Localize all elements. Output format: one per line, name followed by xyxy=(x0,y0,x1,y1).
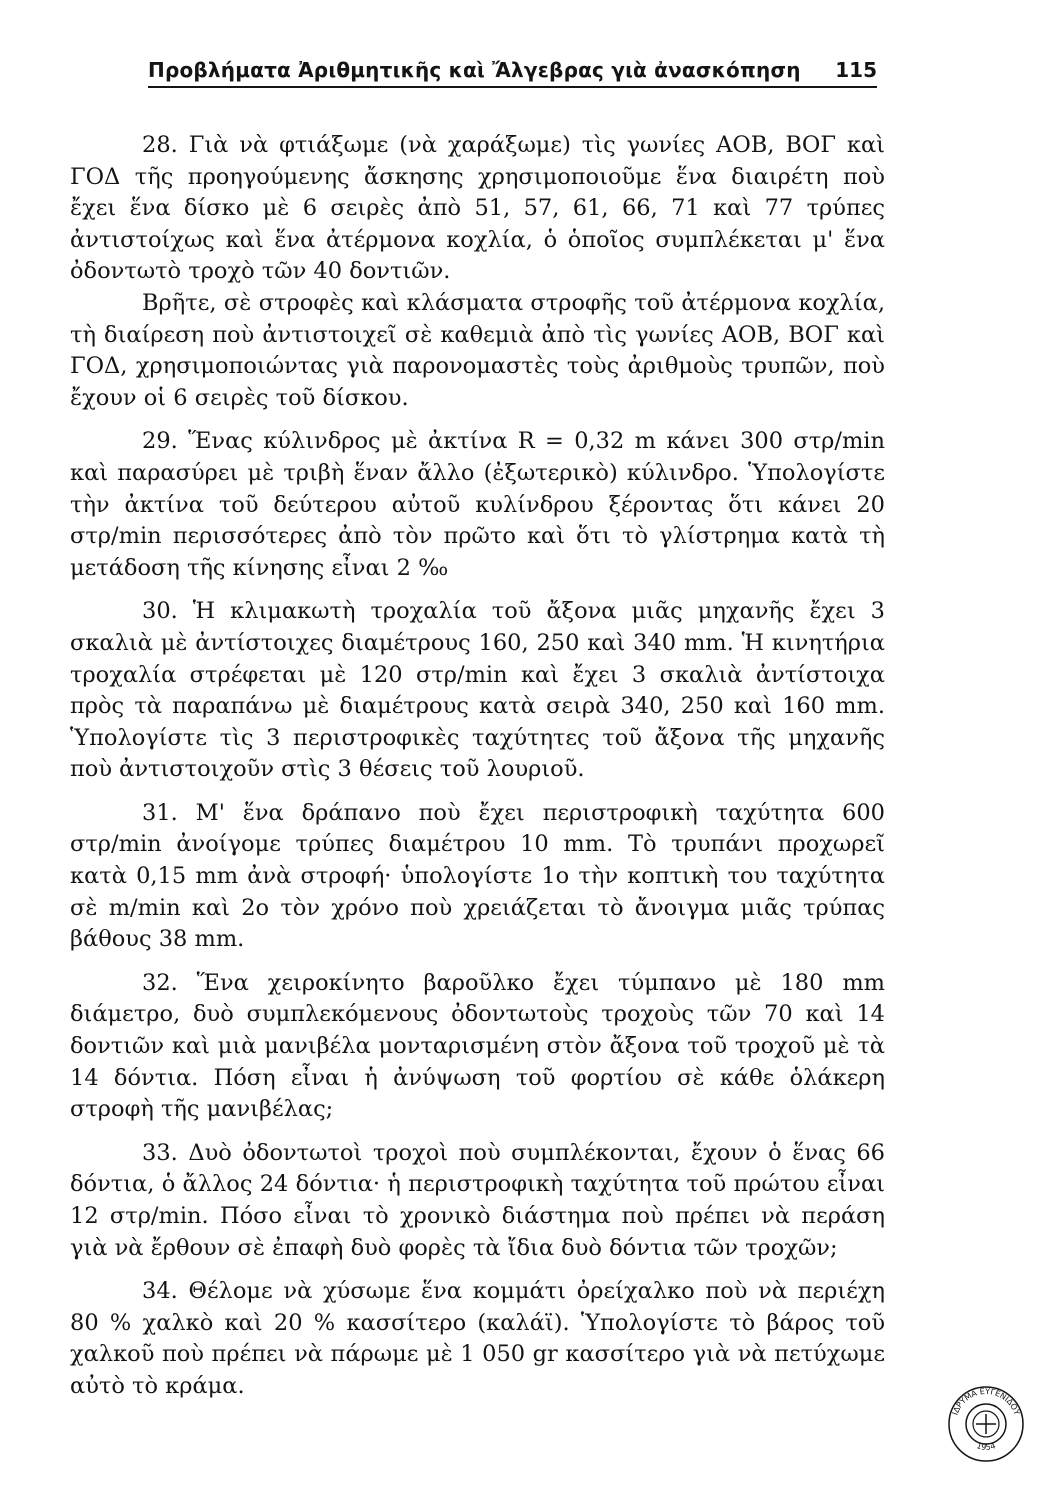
problem-33: 33. Δυὸ ὀδοντωτοὶ τροχοὶ ποὺ συμπλέκονται, ἔχουν ὁ ἕνας 66 δόντια, ὁ ἄλλος 24 δόντια· ἡ περιστροφικὴ ταχύτητα τοῦ πρώτου εἶναι 12 στρ/min. Πόσο εἶναι τὸ χρονικὸ διάστημα ποὺ πρέπει νὰ περάση γιὰ νὰ ἔρθουν σὲ ἐπαφὴ δυὸ φορὲς τὰ ἴδια δυὸ δόντια τῶν τροχῶν; xyxy=(70,1139,885,1261)
problem-28-p1: 28. Γιὰ νὰ φτιάξωμε (νὰ χαράξωμε) τὶς γωνίες ΑΟΒ, ΒΟΓ καὶ ΓΟΔ τῆς προηγούμενης ἄσκησης χρησιμοποιοῦμε ἕνα διαιρέτη ποὺ ἔχει ἕνα δίσκο μὲ 6 σειρὲς ἀπὸ 51, 57, 61, 66, 71 καὶ 77 τρύπες ἀντιστοίχως καὶ ἕνα ἀτέρμονα κοχλία, ὁ ὁποῖος συμπλέκεται μ' ἕνα ὀδοντωτὸ τροχὸ τῶν 40 δοντιῶν. xyxy=(70,132,885,285)
problem-34: 34. Θέλομε νὰ χύσωμε ἕνα κομμάτι ὀρείχαλκο ποὺ νὰ περιέχη 80 % χαλκὸ καὶ 20 % κασσίτερο (καλάϊ). Ὑπολογίστε τὸ βάρος τοῦ χαλκοῦ ποὺ πρέπει νὰ πάρωμε μὲ 1 050 gr κασσίτερο γιὰ νὰ πετύχωμε αὐτὸ τὸ κράμα. xyxy=(70,1278,885,1399)
foundation-seal-icon xyxy=(946,1384,1026,1464)
page-body xyxy=(70,130,885,1403)
header-title: Προβλήματα Ἀριθμητικῆς καὶ Ἄλγεβρας γιὰ ἀνασκόπηση xyxy=(148,58,801,82)
problem-29: 29. Ἕνας κύλινδρος μὲ ἀκτίνα R = 0,32 m κάνει 300 στρ/min καὶ παρασύρει μὲ τριβὴ ἕναν ἄλλο (ἐξωτερικὸ) κύλινδρο. Ὑπολογίστε τὴν ἀκτίνα τοῦ δεύτερου αὐτοῦ κυλίνδρου ξέροντας ὅτι κάνει 20 στρ/min περισσότερες ἀπὸ τὸν πρῶτο καὶ ὅτι τὸ γλίστρημα κατὰ τὴ μετάδοση τῆς κίνησης εἶναι 2 ‰ xyxy=(70,428,885,581)
page-number: 115 xyxy=(835,58,877,82)
problem-30: 30. Ἡ κλιμακωτὴ τροχαλία τοῦ ἄξονα μιᾶς μηχανῆς ἔχει 3 σκαλιὰ μὲ ἀντίστοιχες διαμέτρους 160, 250 καὶ 340 mm. Ἡ κινητήρια τροχαλία στρέφεται μὲ 120 στρ/min καὶ ἔχει 3 σκαλιὰ ἀντίστοιχα πρὸς τὰ παραπάνω μὲ διαμέτρους κατὰ σειρὰ 340, 250 καὶ 160 mm. Ὑπολογίστε τὶς 3 περιστροφικὲς ταχύτητες τοῦ ἄξονα τῆς μηχανῆς ποὺ ἀντιστοιχοῦν στὶς 3 θέσεις τοῦ λουριοῦ. xyxy=(70,598,885,783)
seal-year: 1954 xyxy=(975,1441,997,1452)
problem-31: 31. Μ' ἕνα δράπανο ποὺ ἔχει περιστροφικὴ ταχύτητα 600 στρ/min ἀνοίγομε τρύπες διαμέτρου 10 mm. Τὸ τρυπάνι προχωρεῖ κατὰ 0,15 mm ἀνὰ στροφή· ὑπολογίστε 1ο τὴν κοπτικὴ του ταχύτητα σὲ m/min καὶ 2ο τὸν χρόνο ποὺ χρειάζεται τὸ ἄνοιγμα μιᾶς τρύπας βάθους 38 mm. xyxy=(70,799,885,953)
running-header xyxy=(148,58,877,88)
problem-28-p2: Βρῆτε, σὲ στροφὲς καὶ κλάσματα στροφῆς τοῦ ἀτέρμονα κοχλία, τὴ διαίρεση ποὺ ἀντιστοιχεῖ σὲ καθεμιὰ ἀπὸ τὶς γωνίες ΑΟΒ, ΒΟΓ καὶ ΓΟΔ, χρησιμοποιώντας γιὰ παρονομαστὲς τοὺς ἀριθμοὺς τρυπῶν, ποὺ ἔχουν οἱ 6 σειρὲς τοῦ δίσκου. xyxy=(70,289,885,411)
problem-32: 32. Ἕνα χειροκίνητο βαροῦλκο ἔχει τύμπανο μὲ 180 mm διάμετρο, δυὸ συμπλεκόμενους ὀδοντωτοὺς τροχοὺς τῶν 70 καὶ 14 δοντιῶν καὶ μιὰ μανιβέλα μονταρισμένη στὸν ἄξονα τοῦ τροχοῦ μὲ τὰ 14 δόντια. Πόση εἶναι ἡ ἀνύψωση τοῦ φορτίου σὲ κάθε ὁλάκερη στροφὴ τῆς μανιβέλας; xyxy=(70,969,885,1123)
seal-lettering: ΙΔΡΥΜΑ ΕΥΓΕΝΙΔΟΥ xyxy=(950,1386,1022,1417)
